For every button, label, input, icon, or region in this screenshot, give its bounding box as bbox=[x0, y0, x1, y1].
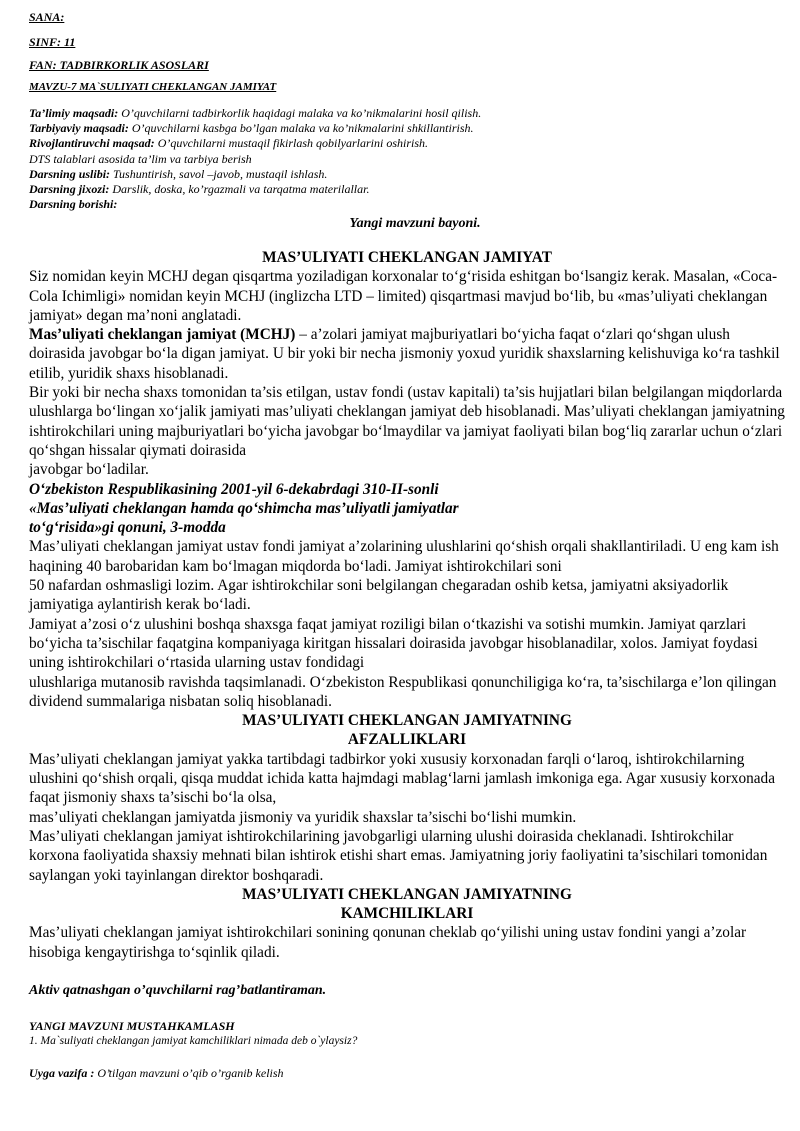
homework-line: Uyga vazifa : O’tilgan mavzuni o’qib o’rganib kelish bbox=[29, 1066, 284, 1080]
class-label: SINF: 11 bbox=[29, 35, 76, 49]
paragraph-fund-cont: 50 nafardan oshmasligi lozim. Agar ishtirokchilar soni belgilangan chegaradan oshib ketsa, jamiyatni aksiyadorlik jamiyatiga aylantirish kerak bo‘ladi. bbox=[29, 577, 729, 614]
document-body bbox=[29, 248, 785, 962]
paragraph-formation: Bir yoki bir necha shaxs tomonidan ta’sis etilgan, ustav fondi (ustav kapitali) ta’sis hujjatlari bilan belgilangan miqdorlarda ulushlarga bo‘lingan xo‘jalik jamiyati mas’uliyati cheklangan jamiyat deb hisoblanadi. Mas’uliyati cheklangan jamiyatning ishtirokchilari uning majburiyatlari bo‘yicha javobgar bo‘lmaydilar va jamiyat faoliyati bilan bog‘liq zararlar uchun o‘zlari qo‘shgan hissalar qiymati doirasida bbox=[29, 384, 785, 459]
meta-line-6: Darsning jixozi: Darslik, doska, ko’rgazmali va tarqatma materilallar. bbox=[29, 182, 370, 197]
law-reference-1: O‘zbekiston Respublikasining 2001-yil 6-dekabrdagi 310-II-sonli bbox=[29, 480, 439, 498]
topic-label: MAVZU-7 MA`SULIYATI CHEKLANGAN JAMIYAT bbox=[29, 81, 277, 93]
meta-line-5: Darsning uslibi: Tushuntirish, savol –javob, mustaqil ishlash. bbox=[29, 166, 328, 181]
paragraph-advantages-cont: mas’uliyati cheklangan jamiyatda jismoniy va yuridik shaxslar ta’sischi bo‘lishi mumkin. bbox=[29, 808, 577, 826]
encouragement-line: Aktiv qatnashgan o’quvchilarni rag’batlantiraman. bbox=[29, 983, 327, 998]
advantages-heading-1: MAS’ULIYATI CHEKLANGAN JAMIYATNING bbox=[242, 712, 572, 730]
meta-line-4: DTS talablari asosida ta’lim va tarbiya berish bbox=[29, 151, 252, 166]
paragraph-disadvantages: Mas’uliyati cheklangan jamiyat ishtirokchilari sonining qonunan cheklab qo‘yilishi uning ustav fondini yangi a’zolar hisobiga kengaytirishga to‘sqinlik qiladi. bbox=[29, 924, 747, 961]
consolidation-heading: YANGI MAVZUNI MUSTAHKAMLASH bbox=[29, 1019, 235, 1033]
paragraph-fund: Mas’uliyati cheklangan jamiyat ustav fondi jamiyat a’zolarining ulushlarini qo‘shish orqali shakllantiriladi. U eng kam ish haqining 40 barobaridan kam bo‘lmagan miqdorda bo‘ladi. Jamiyat ishtirokchilari soni bbox=[29, 538, 779, 575]
meta-line-1: Ta’limiy maqsadi: O’quvchilarni tadbirkorlik haqidagi malaka va ko’nikmalarini hosil qilish. bbox=[29, 106, 482, 120]
paragraph-shares: Jamiyat a’zosi o‘z ulushini boshqa shaxsga faqat jamiyat roziligi bilan o‘tkazishi va sotishi mumkin. Jamiyat qarzlari bo‘yicha ta’sischilar faqatgina kompaniyaga kiritgan hissalari doirasida javobgar hisoblanadilar, xolos. Jamiyat foydasi uning ishtirokchilari o‘rtasida ularning ustav fondidagi bbox=[29, 615, 758, 672]
law-reference-2: «Mas’uliyati cheklangan hamda qo‘shimcha mas’uliyatli jamiyatlar bbox=[29, 499, 459, 517]
disadvantages-heading-1: MAS’ULIYATI CHEKLANGAN JAMIYATNING bbox=[242, 885, 572, 903]
subject-label: FAN: TADBIRKORLIK ASOSLARI bbox=[29, 58, 209, 72]
paragraph-intro: Siz nomidan keyin MCHJ degan qisqartma yoziladigan korxonalar to‘g‘risida eshitgan bo‘lsangiz kerak. Masalan, «Coca-Cola Ichimligi» nomidan keyin MCHJ (inglizcha LTD – limited) qisqartmasi mavjud bo‘lib, bu «mas’uliyati cheklangan jamiyat» degan ma’noni anglatadi. bbox=[29, 268, 778, 324]
law-reference-3: to‘g‘risida»gi qonuni, 3-modda bbox=[29, 519, 226, 537]
meta-line-7: Darsning borishi: bbox=[29, 197, 118, 212]
disadvantages-heading-2: KAMCHILIKLARI bbox=[340, 905, 474, 923]
paragraph-liability: Mas’uliyati cheklangan jamiyat ishtirokchilarining javobgarligi ularning ulushi doirasida cheklanadi. Ishtirokchilar korxona faoliyatida shaxsiy mehnati bilan ishtirok etishi shart emas. Jamiyatning joriy faoliyatini ta’sischilari tomonidan saylangan yoki tayinlangan direktor boshqaradi. bbox=[29, 827, 768, 884]
paragraph-definition: Mas’uliyati cheklangan jamiyat (MCHJ) – a’zolari jamiyat majburiyatlari bo‘yicha faqat o‘zlari qo‘shgan ulush doirasida javobgar bo‘la digan jamiyat. U bir yoki bir necha jismoniy yoxud yuridik shaxslarning kelishuviga ko‘ra tashkil etilib, yuridik shaxs hisoblanadi. bbox=[29, 326, 780, 382]
meta-line-2: Tarbiyaviy maqsadi: O’quvchilarni kasbga bo’lgan malaka va ko’nikmalarini shkillantirish. bbox=[29, 121, 474, 136]
paragraph-formation-end: javobgar bo‘ladilar. bbox=[29, 461, 149, 479]
consolidation-question: 1. Ma`suliyati cheklangan jamiyat kamchiliklari nimada deb o`ylaysiz? bbox=[29, 1035, 358, 1047]
date-label: SANA: bbox=[29, 10, 65, 24]
paragraph-shares-cont: ulushlariga mutanosib ravishda taqsimlanadi. O‘zbekiston Respublikasi qonunchiligiga ko‘ra, ta’sischilarga e’lon qilingan dividend summalariga nisbatan soliq hisoblanadi. bbox=[29, 673, 777, 710]
new-topic-heading: Yangi mavzuni bayoni. bbox=[349, 216, 481, 231]
advantages-heading-2: AFZALLIKLARI bbox=[347, 731, 467, 749]
lesson-meta bbox=[29, 106, 789, 212]
meta-line-3: Rivojlantiruvchi maqsad: O’quvchilarni mustaqil fikirlash qobilyarlarini oshirish. bbox=[29, 136, 429, 151]
main-title: MAS’ULIYATI CHEKLANGAN JAMIYAT bbox=[262, 249, 552, 266]
paragraph-advantages: Mas’uliyati cheklangan jamiyat yakka tartibdagi tadbirkor yoki xususiy korxonadan farqli o‘laroq, ishtirokchilarning ulushini qo‘shish orqali, qisqa muddat ichida katta hajmdagi mablag‘larni jamlash imkoniga ega. Agar xususiy korxonada faqat jismoniy shaxs ta’sischi bo‘la olsa, bbox=[29, 750, 775, 807]
